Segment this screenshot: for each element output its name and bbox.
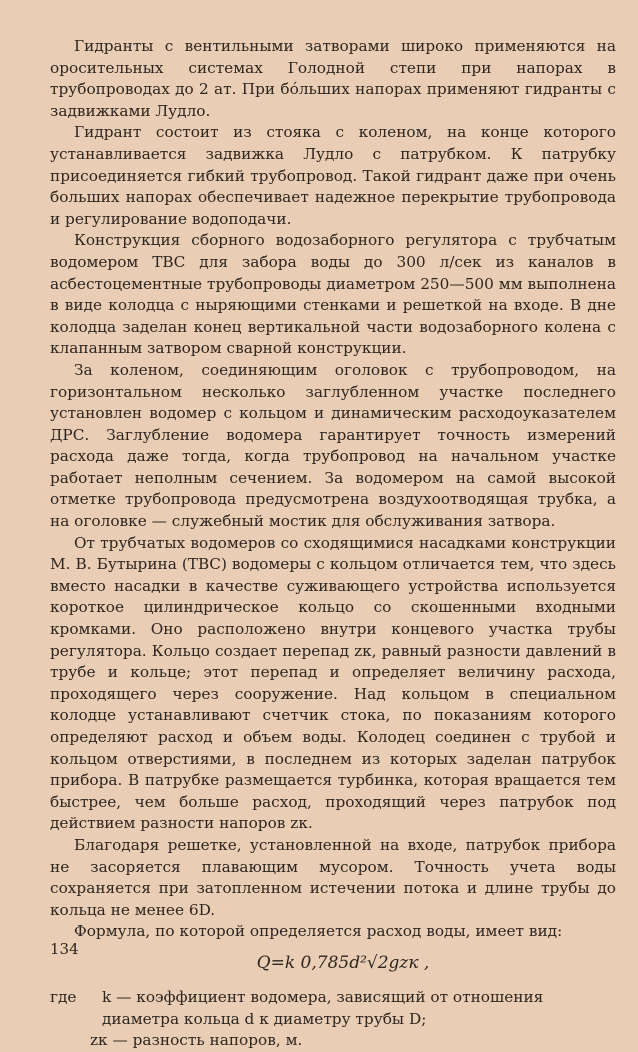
definition-zk: zк — разность напоров, м. xyxy=(90,1031,303,1050)
definition-k: k — коэффициент водомера, зависящий от отношения диаметра кольца d к диаметру трубы D; xyxy=(102,987,544,1028)
paragraph-5: От трубчатых водомеров со сходящимися насадками конструкции М. В. Бутырина (ТВС) водомеры с кольцом отличается тем, что здесь вместо насадки в качестве суживающего устройства используется короткое цилиндрическое кольцо со скошенными входными кромками. Оно расположено внутри концевого участка трубы регулятора. Кольцо создает перепад zк, равный разности давлений в трубе и кольце; этот перепад и определяет величину расхода, проходящего через сооружение. Над кольцом в специальном колодце устанавливают счетчик стока, по показаниям которого определяют расход и объем воды. Колодец соединен с трубой и кольцом отверстиями, в последнем из которых заделан патрубок прибора. В патрубке размещается турбинка, которая вращается тем быстрее, чем больше расход, проходящий через патрубок под действием разности напоров zк. xyxy=(50,533,616,833)
paragraph-1: Гидранты с вентильными затворами широко применяются на оросительных системах Голодной степи при напорах в трубопроводах до 2 ат. При бóльших напорах применяют гидранты с задвижками Лудло. xyxy=(50,37,616,120)
paragraph-4: За коленом, соединяющим оголовок с трубопроводом, на горизонтальном несколько заглубленном участке последнего установлен водомер с кольцом и динамическим расходоуказателем ДРС. Заглубление водомера гарантирует точность измерений расхода даже тогда, когда трубопровод на начальном участке работает неполным сечением. За водомером на самой высокой отметке трубопровода предусмотрена воздухоотводящая трубка, а на оголовке — служебный мостик для обслуживания затвора. xyxy=(50,360,616,531)
where-block xyxy=(50,987,616,1052)
paragraph-7: Формула, по которой определяется расход воды, имеет вид: xyxy=(74,922,563,941)
page-number: 134 xyxy=(50,940,79,958)
where-label: где xyxy=(50,987,77,1006)
paragraph-2: Гидрант состоит из стояка с коленом, на конце которого устанавливается задвижка Лудло с патрубком. К патрубку присоединяется гибкий трубопровод. Такой гидрант даже при очень больших напорах обеспечивает надежное перекрытие трубопровода и регулирование водоподачи. xyxy=(50,123,616,228)
paragraph-6: Благодаря решетке, установленной на входе, патрубок прибора не засоряется плавающим мусором. Точность учета воды сохраняется при затопленном истечении потока и длине трубы до кольца не менее 6D. xyxy=(50,835,616,919)
paragraph-3: Конструкция сборного водозаборного регулятора с трубчатым водомером ТВС для забора воды до 300 л/сек из каналов в асбестоцементные трубопроводы диаметром 250—500 мм выполнена в виде колодца с ныряющими стенками и решеткой на входе. В дне колодца заделан конец вертикальной части водозаборного колена с клапанным затвором сварной конструкции. xyxy=(50,231,616,358)
flow-formula: Q=k 0,785d²√2gzк , xyxy=(256,952,430,973)
